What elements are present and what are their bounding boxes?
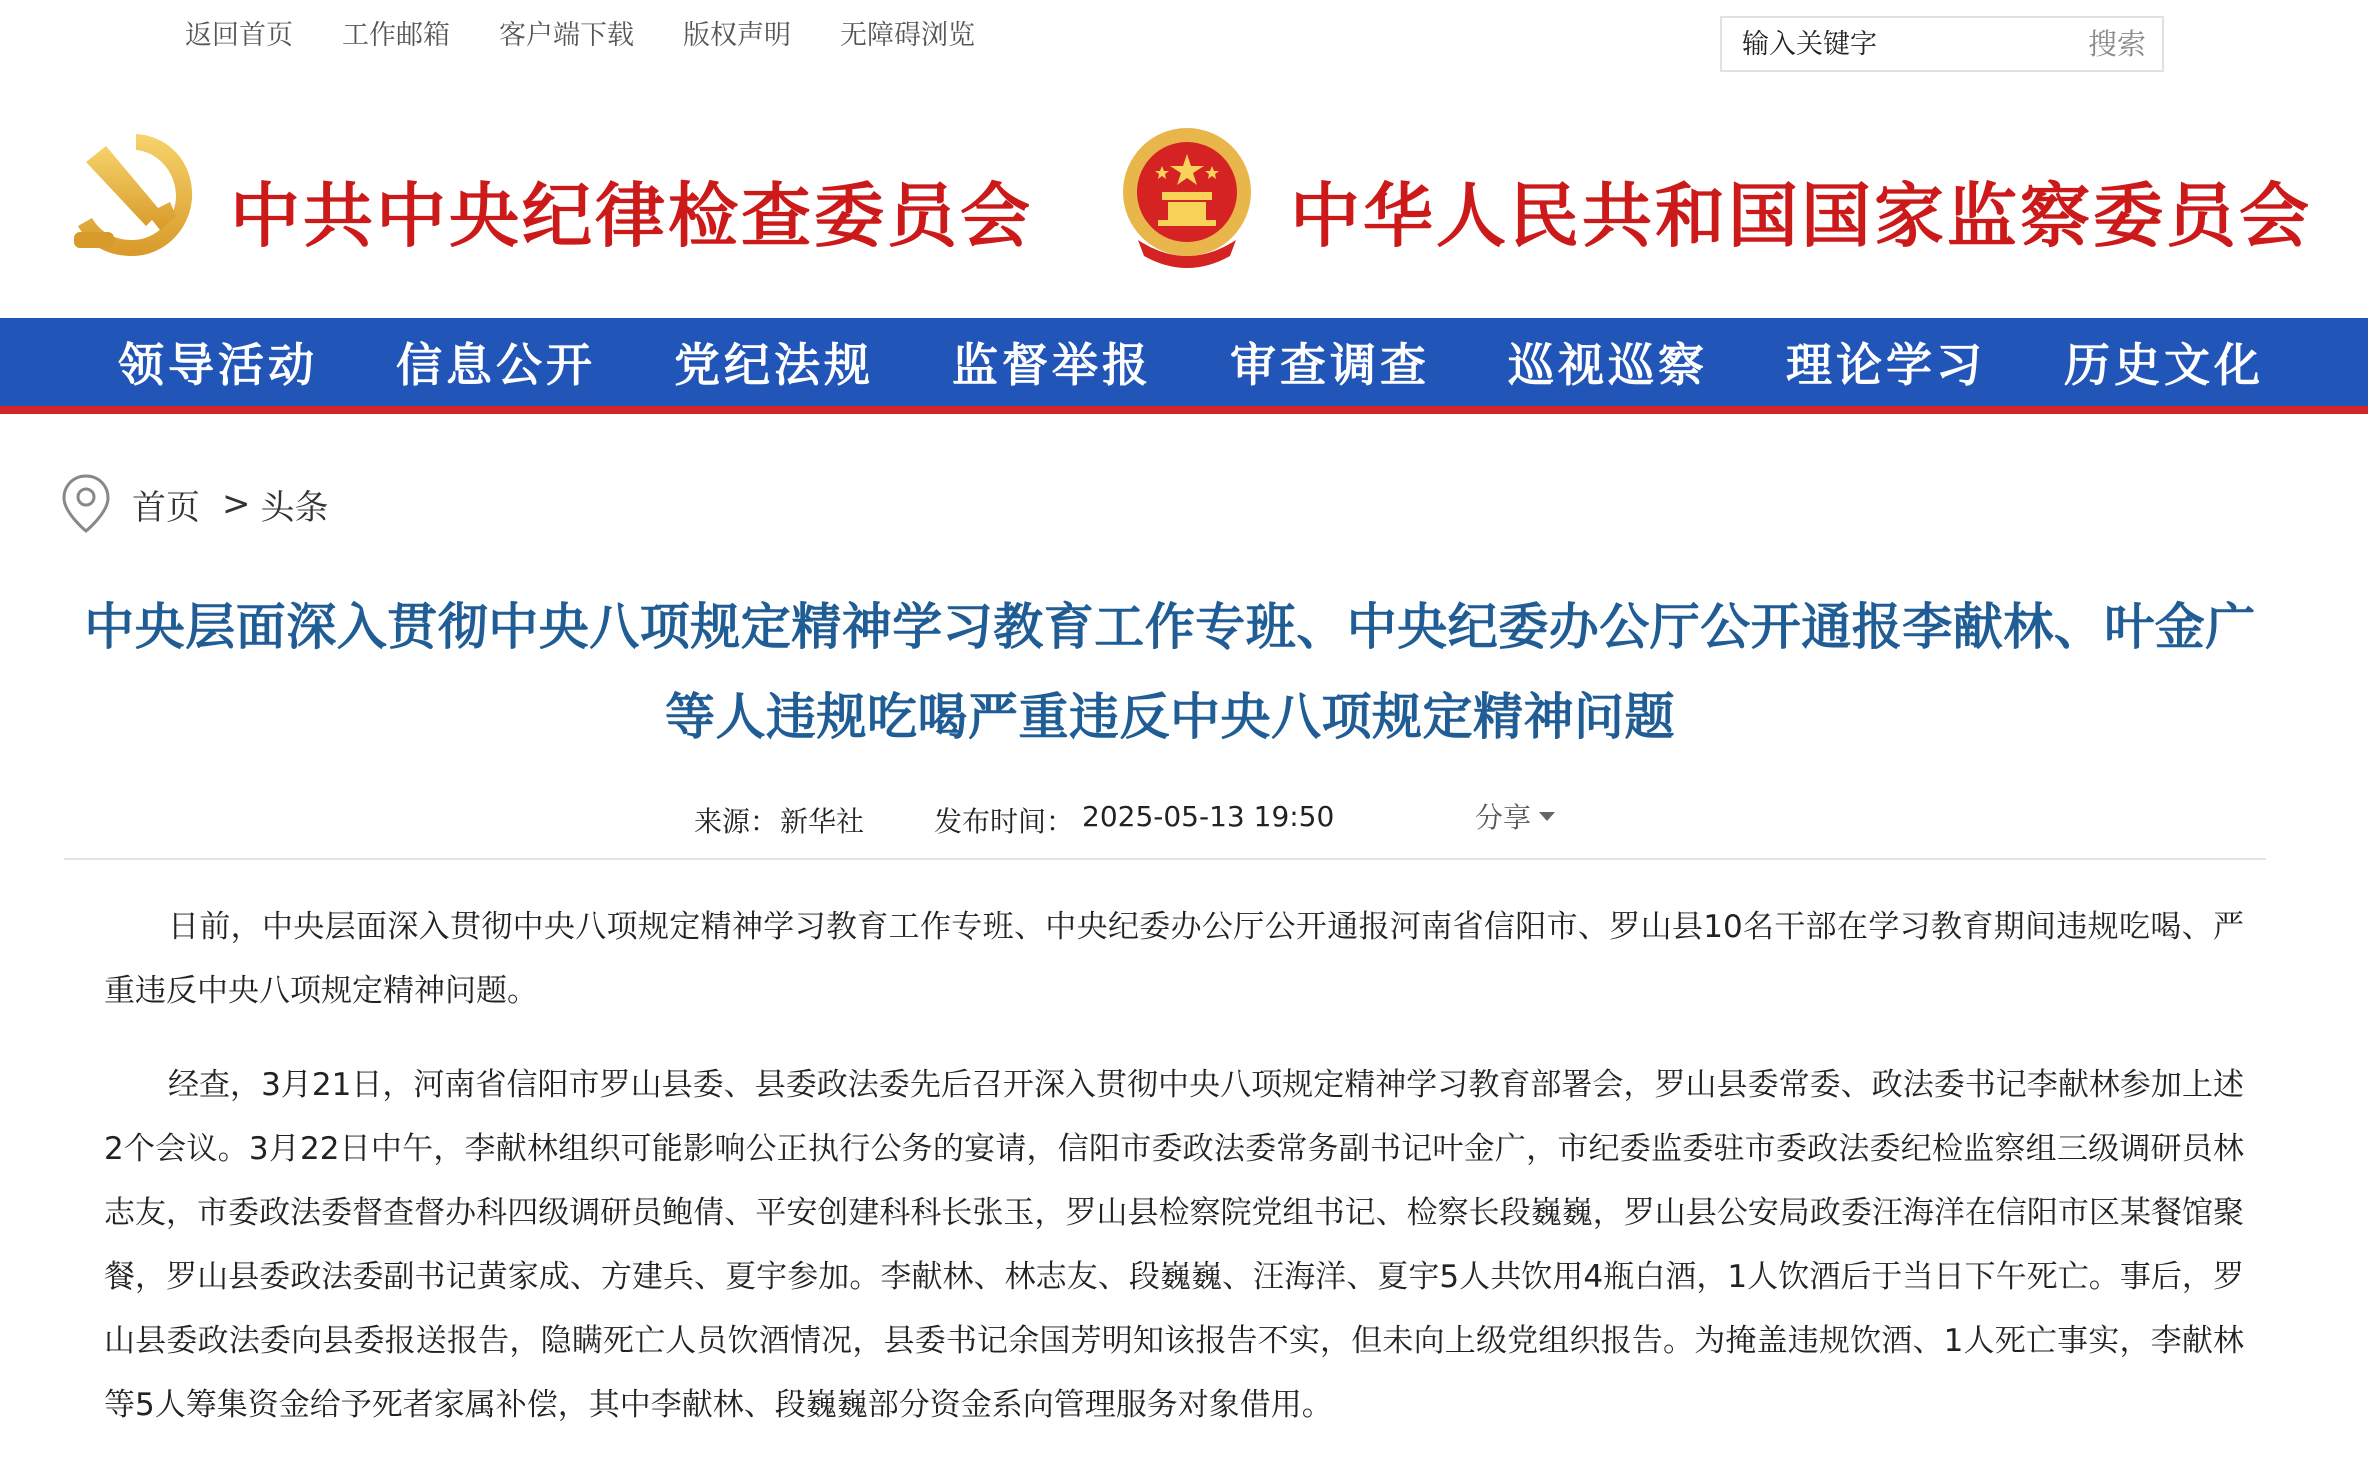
source-label: 来源： — [694, 805, 779, 838]
article-body — [104, 895, 2244, 1467]
link-accessibility[interactable]: 无障碍浏览 — [840, 20, 975, 51]
site-title-ccdi: 中共中央纪律检查委员会 — [230, 174, 1033, 257]
link-home[interactable]: 返回首页 — [185, 20, 293, 51]
link-client-download[interactable]: 客户端下载 — [499, 20, 634, 51]
search-box — [1720, 16, 2164, 72]
breadcrumb-separator: > — [222, 484, 251, 524]
source-value: 新华社 — [780, 805, 865, 838]
breadcrumb — [60, 474, 329, 534]
article-title: 中央层面深入贯彻中央八项规定精神学习教育工作专班、中央纪委办公厅公开通报李献林、叶金广等人违规吃喝严重违反中央八项规定精神问题 — [84, 598, 2256, 746]
breadcrumb-home[interactable]: 首页 — [132, 487, 200, 528]
nav-stripe — [0, 406, 2368, 414]
nav-history-culture[interactable]: 历史文化 — [2064, 338, 2264, 392]
nav-inspection-tours[interactable]: 巡视巡察 — [1508, 338, 1708, 392]
top-bar — [0, 0, 2368, 80]
national-emblem-icon[interactable] — [1118, 122, 1256, 270]
nav-leadership-activities[interactable]: 领导活动 — [118, 338, 318, 392]
nav-party-regulations[interactable]: 党纪法规 — [674, 338, 874, 392]
nav-information-disclosure[interactable]: 信息公开 — [396, 338, 596, 392]
link-copyright[interactable]: 版权声明 — [683, 20, 791, 51]
main-nav — [0, 318, 2368, 406]
nav-supervision-report[interactable]: 监督举报 — [952, 338, 1152, 392]
chevron-down-icon — [1539, 812, 1555, 821]
location-pin-icon — [60, 473, 112, 535]
link-work-email[interactable]: 工作邮箱 — [342, 20, 450, 51]
search-button[interactable]: 搜索 — [2087, 27, 2146, 61]
paragraph: 日前，中央层面深入贯彻中央八项规定精神学习教育工作专班、中央纪委办公厅公开通报河南省信阳市、罗山县10名干部在学习教育期间违规吃喝、严重违反中央八项规定精神问题。 — [104, 909, 2244, 1009]
search-input[interactable] — [1742, 26, 2042, 62]
publish-time: 2025-05-13 19:50 — [1082, 800, 1335, 833]
share-button[interactable] — [1475, 796, 1555, 836]
article-meta — [0, 800, 2368, 840]
divider — [64, 858, 2266, 860]
nav-theory-study[interactable]: 理论学习 — [1786, 338, 1986, 392]
time-label: 发布时间： — [934, 805, 1075, 838]
top-links — [185, 18, 975, 54]
nav-review-investigation[interactable]: 审查调查 — [1230, 338, 1430, 392]
share-label: 分享 — [1475, 801, 1532, 834]
party-emblem-icon[interactable] — [66, 126, 200, 266]
breadcrumb-current[interactable]: 头条 — [260, 487, 329, 528]
site-title-nsc: 中华人民共和国国家监察委员会 — [1290, 174, 2312, 257]
site-header — [0, 110, 2368, 310]
paragraph: 经查，3月21日，河南省信阳市罗山县委、县委政法委先后召开深入贯彻中央八项规定精神学习教育部署会，罗山县委常委、政法委书记李献林参加上述2个会议。3月22日中午，李献林组织可能影响公正执行公务的宴请，信阳市委政法委常务副书记叶金广，市纪委监委驻市委政法委纪检监察组三级调研员林志友，市委政法委督查督办科四级调研员鲍倩、平安创建科科长张玉，罗山县检察院党组书记、检察长段巍巍，罗山县公安局政委汪海洋在信阳市区某餐馆聚餐，罗山县委政法委副书记黄家成、方建兵、夏宇参加。李献林、林志友、段巍巍、汪海洋、夏宇5人共饮用4瓶白酒，1人饮酒后于当日下午死亡。事后，罗山县委政法委向县委报送报告，隐瞒死亡人员饮酒情况，县委书记余国芳明知该报告不实，但未向上级党组织报告。为掩盖违规饮酒、1人死亡事实，李献林等5人筹集资金给予死者家属补偿，其中李献林、段巍巍部分资金系向管理服务对象借用。 — [104, 1067, 2244, 1423]
